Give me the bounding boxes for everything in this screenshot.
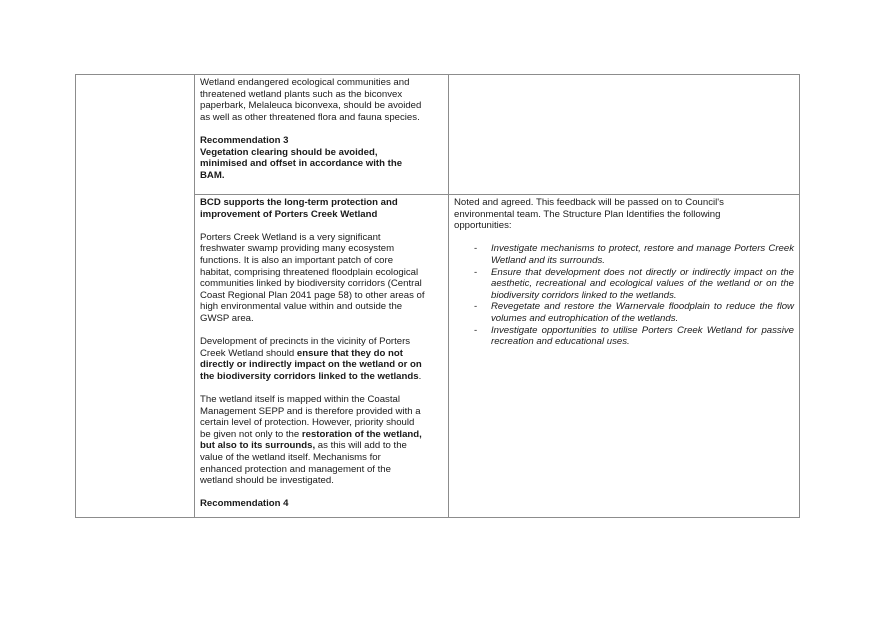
text-line: Porters Creek Wetland is a very significant [200,231,381,243]
text-line: Vegetation clearing should be avoided, [200,146,378,158]
text-line: certain level of protection. However, priority should [200,417,415,429]
list-item-text: Ensure that development does not directly or indirectly impact on the aesthetic, recreational and ecological values of the wetland or on the biodiversity corridors linked to the wetlands. [491,266,794,301]
text-line: communities linked by biodiversity corridors (Central [200,278,422,290]
recommendation-3-title: Recommendation 3 [200,134,289,146]
text-line: habitat, comprising threatened floodplain ecological [200,266,419,278]
dash-bullet: - [474,266,478,278]
submissions-table [75,74,800,518]
text-line: as well as other threatened flora and fauna species. [200,111,420,123]
row2-submission-cell [200,197,444,510]
text-line: minimised and offset in accordance with the [200,158,403,170]
text-line: Wetland endangered ecological communities and [200,77,410,88]
text-line [200,429,444,441]
text-line: environmental team. The Structure Plan Identifies the following [454,208,721,220]
text-line [200,348,444,360]
list-item-text: Investigate opportunities to utilise Porters Creek Wetland for passive recreation and educational uses. [491,324,794,348]
list-item [454,301,794,324]
text-line: Management SEPP and is therefore provided with a [200,405,421,417]
section-heading: improvement of Porters Creek Wetland [200,208,378,220]
text-line: Noted and agreed. This feedback will be passed on to Council's [454,197,724,208]
dash-bullet: - [474,301,478,313]
dash-bullet: - [474,243,478,255]
text-line: threatened wetland plants such as the biconvex [200,88,403,100]
text-line: wetland should be investigated. [200,475,334,487]
row-divider [194,194,799,195]
text-line: high environmental value within and outside the [200,301,403,313]
text-line: The wetland itself is mapped within the Coastal [200,394,400,406]
text-span: Creek Wetland should [200,347,297,359]
recommendation-4-title: Recommendation 4 [200,498,289,510]
list-item [454,243,794,266]
text-line: directly or indirectly impact on the wetland or on [200,359,422,371]
text-line: functions. It is also an important patch of core [200,254,394,266]
list-item [454,267,794,302]
list-item-text: Investigate mechanisms to protect, restore and manage Porters Creek Wetland and its surrounds. [491,243,794,266]
row2-response-cell [454,197,794,348]
opportunities-list [454,243,794,347]
text-span: . [418,370,422,382]
text-span-bold: the biodiversity corridors linked to the wetlands [200,370,419,382]
text-span-bold: ensure that they do not [296,347,403,359]
text-line: freshwater swamp providing many ecosystem [200,243,395,255]
column-divider-1 [194,75,195,517]
column-divider-2 [448,75,449,517]
dash-bullet: - [474,324,478,336]
text-span: be given not only to the [200,428,302,440]
text-span-bold: restoration of the wetland, [301,428,422,440]
list-item [454,325,794,348]
text-span-bold: but also to its surrounds, [200,440,316,452]
text-line: paperbark, Melaleuca biconvexa, should be avoided [200,100,422,112]
section-heading: BCD supports the long-term protection and [200,197,398,208]
row1-submission-cell [200,77,444,181]
list-item-text: Revegetate and restore the Warnervale floodplain to reduce the flow volumes and eutrophication of the wetlands. [491,301,794,324]
text-line: Development of precincts in the vicinity of Porters [200,336,411,348]
text-line: GWSP area. [200,312,254,324]
text-line: opportunities: [454,220,512,232]
text-line [200,371,444,383]
text-line: BAM. [200,169,225,181]
text-line: Coast Regional Plan 2041 page 58) to other areas of [200,289,425,301]
text-line: enhanced protection and management of the [200,463,391,475]
text-line [200,440,444,452]
text-line: value of the wetland itself. Mechanisms for [200,452,381,464]
text-span: as this will add to the [315,440,407,452]
